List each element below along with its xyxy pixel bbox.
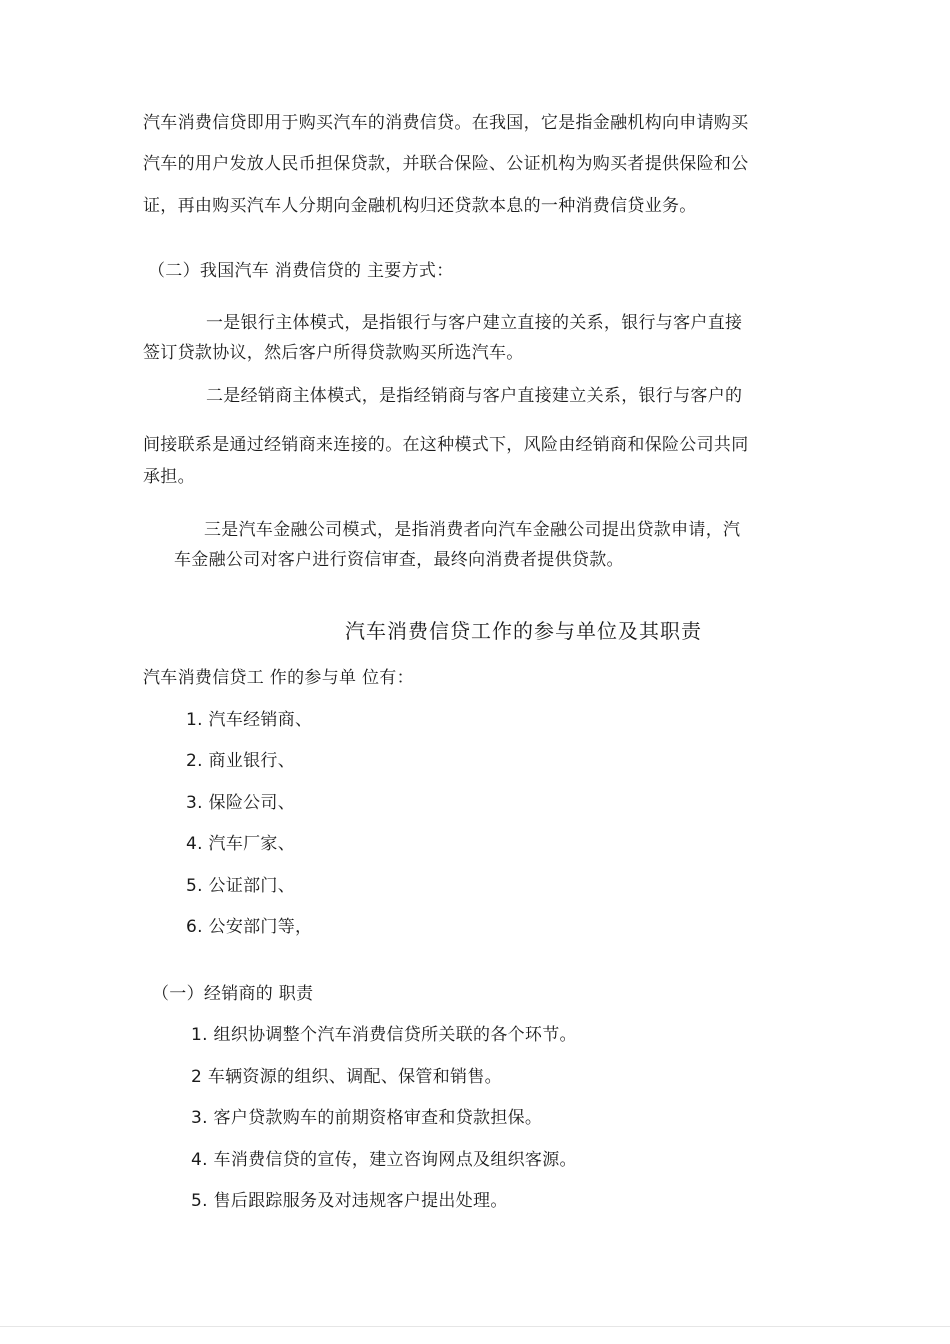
dealer-duties-heading: （一）经销商的 职责 [152,984,314,1004]
list-item: 1. 组织协调整个汽车消费信贷所关联的各个环节。 [191,1025,577,1045]
mode2-line-3: 承担。 [143,467,195,487]
mode2-line-2: 间接联系是通过经销商来连接的。在这种模式下，风险由经销商和保险公司共同 [143,435,749,455]
participants-title: 汽车消费信贷工作的参与单位及其职责 [345,619,702,643]
intro-line-2: 汽车的用户发放人民币担保贷款，并联合保险、公证机构为购买者提供保险和公 [143,154,749,174]
list-item: 3. 保险公司、 [186,793,296,813]
mode1-line-2: 签订贷款协议，然后客户所得贷款购买所选汽车。 [143,343,524,363]
list-item: 2 车辆资源的组织、调配、保管和销售。 [191,1067,502,1087]
page-bottom-divider [0,1326,950,1327]
mode1-line-1: 一是银行主体模式，是指银行与客户建立直接的关系，银行与客户直接 [206,313,743,333]
participants-intro: 汽车消费信贷工 作的参与单 位有： [143,668,414,688]
mode2-line-1: 二是经销商主体模式，是指经销商与客户直接建立关系，银行与客户的 [206,386,743,406]
list-item: 3. 客户贷款购车的前期资格审查和贷款担保。 [191,1108,543,1128]
list-item: 5. 售后跟踪服务及对违规客户提出处理。 [191,1191,508,1211]
intro-line-1: 汽车消费信贷即用于购买汽车的消费信贷。在我国，它是指金融机构向申请购买 [143,113,749,133]
list-item: 2. 商业银行、 [186,751,296,771]
list-item: 6. 公安部门等， [186,917,313,937]
section2-heading: （二）我国汽车 消费信贷的 主要方式： [148,261,454,281]
list-item: 5. 公证部门、 [186,876,296,896]
intro-line-3: 证，再由购买汽车人分期向金融机构归还贷款本息的一种消费信贷业务。 [143,196,697,216]
mode3-line-1: 三是汽车金融公司模式，是指消费者向汽车金融公司提出贷款申请，汽 [204,520,741,540]
mode3-line-2: 车金融公司对客户进行资信审查，最终向消费者提供贷款。 [174,550,624,570]
list-item: 4. 车消费信贷的宣传，建立咨询网点及组织客源。 [191,1150,577,1170]
list-item: 4. 汽车厂家、 [186,834,296,854]
list-item: 1. 汽车经销商、 [186,710,313,730]
